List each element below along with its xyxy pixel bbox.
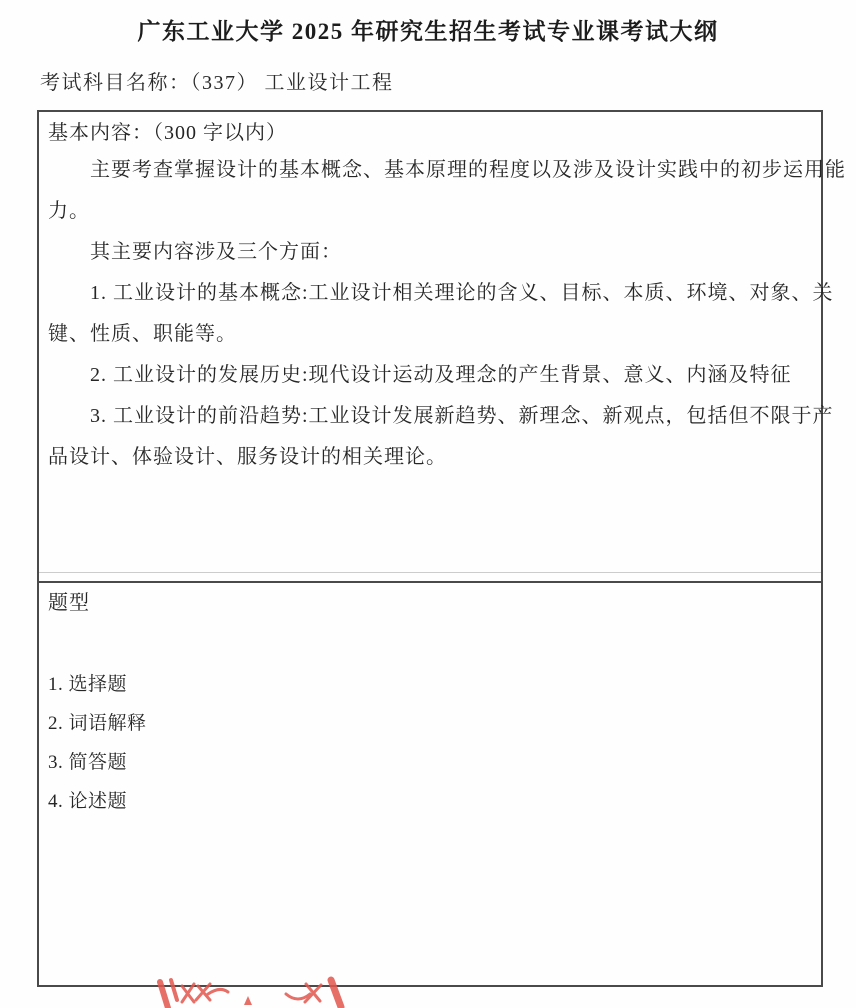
- basic-content-line: 3. 工业设计的前沿趋势:工业设计发展新趋势、新理念、新观点，包括但不限于产: [90, 405, 834, 427]
- basic-content-header: 基本内容：（300 字以内）: [48, 122, 287, 144]
- document-title: 广东工业大学 2025 年研究生招生考试专业课考试大纲: [137, 19, 719, 44]
- red-stamp-fragment-icon: [148, 974, 358, 1008]
- basic-content-line: 力。: [48, 200, 90, 222]
- basic-content-line: 2. 工业设计的发展历史:现代设计运动及理念的产生背景、意义、内涵及特征: [90, 364, 792, 386]
- question-types-header: 题型: [48, 592, 90, 614]
- basic-content-line: 键、性质、职能等。: [48, 323, 237, 345]
- question-types-section: [39, 583, 821, 821]
- basic-content-line: 其主要内容涉及三个方面：: [90, 241, 342, 263]
- basic-content-line: 品设计、体验设计、服务设计的相关理论。: [48, 446, 447, 468]
- question-type-item: 3. 简答题: [48, 752, 128, 773]
- basic-content-line: 1. 工业设计的基本概念:工业设计相关理论的含义、目标、本质、环境、对象、关: [90, 282, 834, 304]
- question-type-item: 2. 词语解释: [48, 713, 147, 734]
- basic-content-section: [39, 112, 846, 583]
- question-type-item: 4. 论述题: [48, 791, 128, 812]
- syllabus-table: [37, 110, 846, 987]
- subject-name-line: 考试科目名称：（337） 工业设计工程: [40, 72, 394, 94]
- question-type-item: 1. 选择题: [48, 674, 128, 695]
- basic-content-line: 主要考查掌握设计的基本概念、基本原理的程度以及涉及设计实践中的初步运用能: [90, 159, 846, 181]
